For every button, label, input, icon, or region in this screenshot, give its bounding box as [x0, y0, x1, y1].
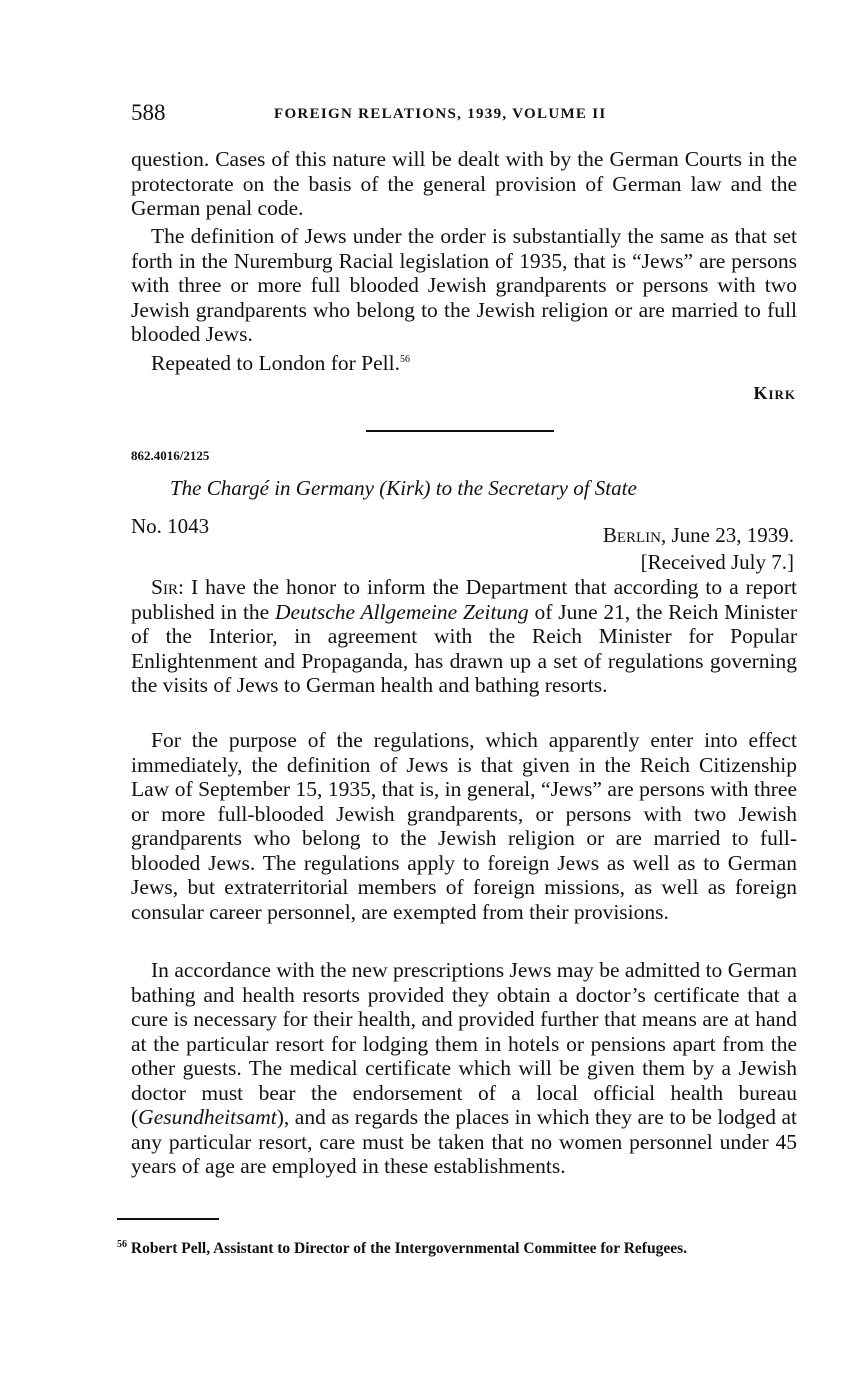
- document-number: No. 1043: [131, 514, 210, 538]
- para3-part-a: In accordance with the new prescriptions Jews may be admitted to German bathing and health resorts provided they obtain a doctor’s certificate that a cure is necessary for their health, and provided further that means are at hand at the particular resort for lodging them in hotels or pensions apart from the other guests. The medical certificate which will be given them by a Jewish doctor must bear the endorsement of a local official health bureau (: [131, 958, 797, 1129]
- para3-part-b: ), and as regards the places in which they are to be lodged at any particular resort, care must be taken that no women personnel under 45 years of age are employed in these establishments.: [131, 1105, 797, 1178]
- salutation: Sir:: [151, 575, 184, 599]
- continuation-paragraph-1: question. Cases of this nature will be dealt with by the German Courts in the protectorate on the basis of the general provision of German law and the German penal code.: [131, 147, 797, 220]
- footnote: [117, 1236, 783, 1257]
- dateline: [603, 522, 794, 576]
- newspaper-name: Deutsche Allgemeine Zeitung: [275, 599, 529, 624]
- health-bureau-term: Gesundheitsamt: [138, 1105, 277, 1129]
- date: June 23, 1939.: [671, 523, 794, 547]
- page-number: 588: [131, 100, 166, 125]
- footnote-marker: 56: [117, 1239, 127, 1250]
- body-paragraph-1: [131, 575, 797, 698]
- file-number: 862.4016/2125: [131, 448, 210, 463]
- continuation-paragraph-2: The definition of Jews under the order is substantially the same as that set forth in the Nuremburg Racial legislation of 1935, that is “Jews” are persons with three or more full blooded Jewish grandparents or persons with two Jewish grandparents who belong to the Jewish religion or are married to full blooded Jews.: [131, 224, 797, 346]
- body-paragraph-3: [131, 958, 797, 1179]
- para1-part-a: I have the honor to inform the Department that according to a report published in the: [131, 575, 798, 624]
- footnote-rule: [117, 1218, 219, 1220]
- repeated-text: Repeated to London for Pell.: [151, 351, 400, 376]
- continuation-paragraph-3: [131, 348, 797, 376]
- para1-part-b: of June 21, the Reich Minister of the Interior, in agreement with the Reich Minister for Popular Enlightenment and Propaganda, has drawn up a set of regulations governing the visits of Jews to German health and bathing resorts.: [131, 599, 797, 697]
- footnote-ref: 56: [399, 354, 410, 365]
- document-title: The Chargé in Germany (Kirk) to the Secretary of State: [170, 476, 637, 500]
- page-header: [131, 100, 791, 130]
- body-paragraph-2: For the purpose of the regulations, which apparently enter into effect immediately, the definition of Jews is that given in the Reich Citizenship Law of September 15, 1935, that is, in general, “Jews” are persons with three or more full-blooded Jewish grandparents, or persons with two Jewish grandparents who belong to the Jewish religion or are married to full-blooded Jews. The regulations apply to foreign Jews as well as to German Jews, but extraterritorial members of foreign missions, as well as foreign consular career personnel, are exempted from their provisions.: [131, 728, 797, 924]
- section-divider: [366, 430, 554, 432]
- running-title: FOREIGN RELATIONS, 1939, VOLUME II: [274, 106, 607, 122]
- footnote-text: Robert Pell, Assistant to Director of the Intergovernmental Committee for Refugees.: [130, 1240, 688, 1258]
- received-date: [Received July 7.]: [640, 550, 794, 574]
- place: Berlin,: [602, 523, 667, 547]
- signature: Kirk: [753, 383, 796, 403]
